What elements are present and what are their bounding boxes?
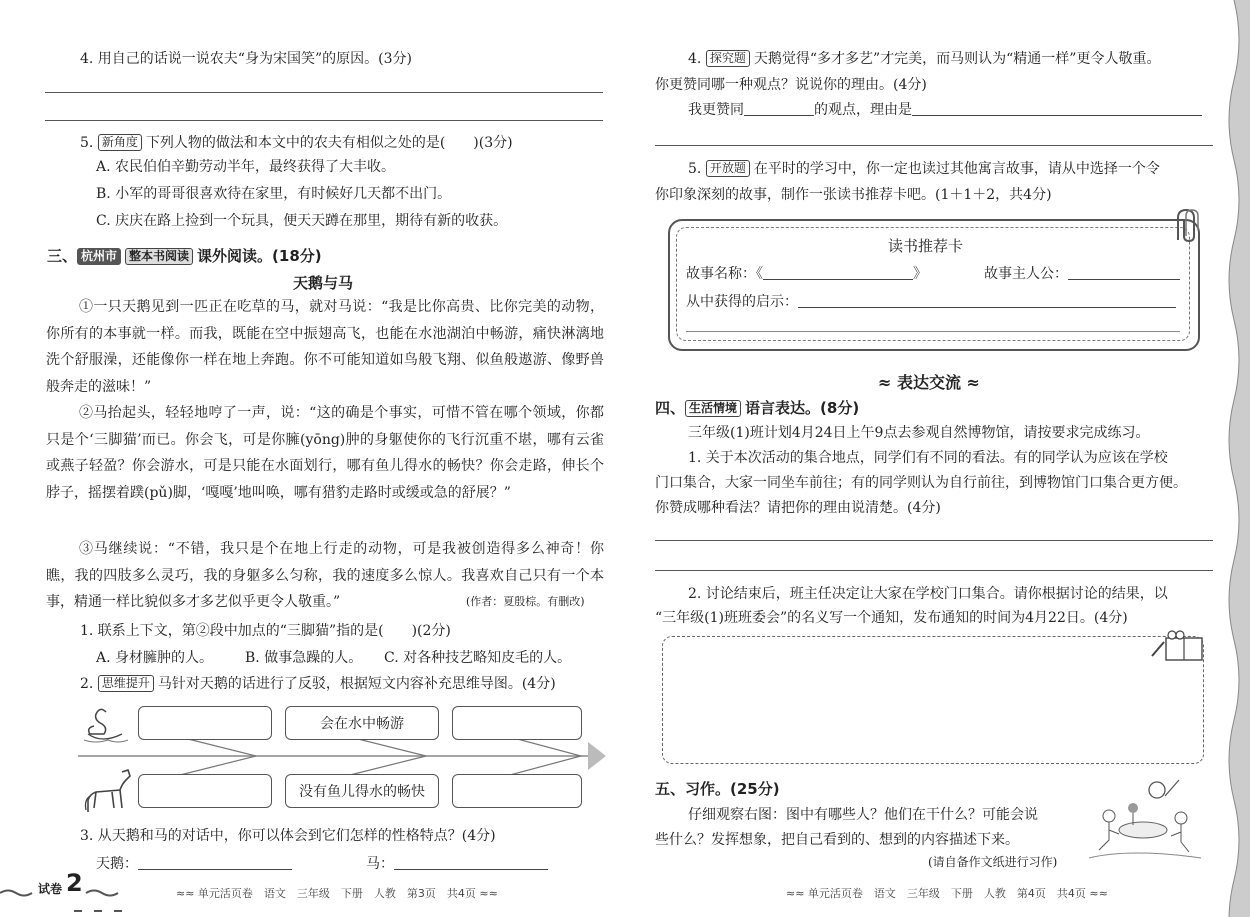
page-edge-decoration <box>1222 0 1250 917</box>
page-label: 试卷 <box>38 882 63 896</box>
s4-q2-line1: 2. 讨论结束后，班主任决定让大家在学校门口集合。请你根据讨论的结果，以 <box>688 586 1168 602</box>
s4-q2-line2: “三年级(1)班班委会”的名义写一个通知，发布通知的时间为4月22日。(4分) <box>655 610 1128 626</box>
tag-open: 开放题 <box>706 160 750 177</box>
tag-life: 生活情境 <box>685 400 741 417</box>
banner-expression: ≈ 表达交流 ≈ <box>878 373 980 392</box>
reading-question-2: 2. 思维提升 马针对天鹅的话进行了反驳，根据短文内容补充思维导图。(4分) <box>80 676 556 692</box>
card-story-name: 故事名称：《 》 <box>686 266 927 282</box>
story-name-blank[interactable] <box>763 265 913 280</box>
mindmap-box-top-mid: 会在水中畅游 <box>285 706 439 740</box>
swan-answer: 天鹅： <box>96 853 292 873</box>
question-4-answer: 我更赞同 的观点，理由是 <box>688 99 1202 119</box>
question-5-right: 5. 开放题 在平时的学习中，你一定也读过其他寓言故事，请从中选择一个令 <box>688 161 1160 177</box>
card-title: 读书推荐卡 <box>888 237 964 255</box>
notice-writing-area[interactable] <box>662 636 1204 764</box>
option-c: C. 庆庆在路上捡到一个玩具，便天天蹲在那里，期待有新的收获。 <box>96 213 508 229</box>
paragraph-3: ③马继续说：“不错，我只是个在地上行走的动物，可是我被创造得多么神奇！你瞧，我的四肢多么灵巧，我的身躯多么匀称，我的速度多么惊人。我喜欢自己只有一个本事，精通一样比貌似多才多艺似乎更令人敬重。” <box>46 541 604 610</box>
answer-line[interactable] <box>655 570 1213 571</box>
swan-answer-blank[interactable] <box>138 855 292 870</box>
card-lesson: 从中获得的启示： <box>686 291 1176 311</box>
option-b: B. 小军的哥哥很喜欢待在家里，有时候好几天都不出门。 <box>96 186 452 202</box>
paragraph-2: ②马抬起头，轻轻地哼了一声，说：“这的确是个事实，可惜不管在哪个领域，你都只是个‘三脚猫’而已。你会飞，可是你臃(yōng)肿的身躯使你的飞行沉重不堪，哪有云雀或燕子轻盈？你会游水，可是只能在水面划行，哪有鱼儿得水的畅快？你会走路，伸长个脖子，摇摆着蹼(pǔ)脚，‘嘎嘎’地叫唤，哪有猎豹走路时或缓或急的舒展？” <box>46 405 604 501</box>
s5-note: (请自备作文纸进行习作) <box>928 855 1058 869</box>
answer-line[interactable] <box>45 92 603 93</box>
tag-thinking: 思维提升 <box>98 675 154 692</box>
viewpoint-blank[interactable] <box>744 101 814 116</box>
s4-q1-line2: 门口集合，大家一同坐车前往；有的同学则认为自行前往，到博物馆门口集合更方便。 <box>655 475 1187 491</box>
section-4-intro: 三年级(1)班计划4月24日上午9点去参观自然博物馆，请按要求完成练习。 <box>688 425 1150 441</box>
tag-explore: 探究题 <box>706 50 750 67</box>
option-a: A. 农民伯伯辛勤劳动半年，最终获得了大丰收。 <box>96 159 396 175</box>
lesson-blank[interactable] <box>798 293 1176 308</box>
story-title: 天鹅与马 <box>293 274 354 292</box>
recommendation-card <box>668 219 1200 351</box>
tag-whole-book: 整本书阅读 <box>125 248 193 265</box>
page-number: 2 <box>66 869 83 897</box>
s5-text-line2: 些什么？发挥想象，把自己看到的、想到的内容描述下来。 <box>655 832 1019 848</box>
section-3-heading: 三、 杭州市 整本书阅读 课外阅读。(18分) <box>47 247 322 265</box>
mindmap-box-bottom-mid: 没有鱼儿得水的畅快 <box>285 774 439 808</box>
book-pencil-icon <box>1150 628 1208 664</box>
card-protagonist: 故事主人公： <box>984 263 1180 283</box>
tag-new-angle: 新角度 <box>98 134 142 151</box>
rq1-option-a: A. 身材臃肿的人。 <box>96 650 214 666</box>
s4-q1-line3: 你赞成哪种看法？请把你的理由说清楚。(4分) <box>655 500 941 516</box>
reading-question-1: 1. 联系上下文，第②段中加点的“三脚猫”指的是( )(2分) <box>80 623 451 639</box>
s4-q1-line1: 1. 关于本次活动的集合地点，同学们有不同的看法。有的同学认为应该在学校 <box>688 450 1168 466</box>
rq1-option-b: B. 做事急躁的人。 <box>245 650 363 666</box>
paragraph-1: ①一只天鹅见到一匹正在吃草的马，就对马说：“我是比你高贵、比你完美的动物，你所有的本事就一样。而我，既能在空中振翅高飞，也能在水池湖泊中畅游，痛快淋漓地洗个舒服澡，还能像你一样在地上奔跑。你不可能知道如鸟般飞翔、似鱼般遨游、像野兽般奔走的滋味！” <box>46 299 604 395</box>
question-4-right: 4. 探究题 天鹅觉得“多才多艺”才完美，而马则认为“精通一样”更令人敬重。 <box>688 51 1161 67</box>
answer-line[interactable] <box>45 120 603 121</box>
question-5-line2: 你印象深刻的故事，制作一张读书推荐卡吧。(1＋1＋2，共4分) <box>655 187 1052 203</box>
question-4-line2: 你更赞同哪一种观点？说说你的理由。(4分) <box>655 77 927 93</box>
paperclip-icon <box>1168 206 1202 246</box>
s5-text-line1: 仔细观察右图：图中有哪些人？他们在干什么？可能会说 <box>688 807 1038 823</box>
section-4-heading: 四、 生活情境 语言表达。(8分) <box>655 399 860 417</box>
picnic-family-illustration <box>1085 770 1205 862</box>
mindmap-blank-bottom-right[interactable] <box>452 774 582 808</box>
section-5-heading: 五、习作。(25分) <box>655 780 780 798</box>
mindmap-blank-top-right[interactable] <box>452 706 582 740</box>
page-wave-decoration <box>0 885 130 915</box>
footer-right: ≈≈ 单元活页卷 语文 三年级 下册 人教 第4页 共4页 ≈≈ <box>786 887 1108 900</box>
protagonist-blank[interactable] <box>1068 265 1180 280</box>
reason-blank[interactable] <box>912 101 1202 116</box>
horse-answer: 马： <box>366 853 548 873</box>
author-note: (作者：夏殷棕。有删改) <box>466 595 585 608</box>
horse-icon <box>86 770 131 812</box>
reading-question-3: 3. 从天鹅和马的对话中，你可以体会到它们怎样的性格特点？(4分) <box>80 828 496 844</box>
answer-line[interactable] <box>655 145 1213 146</box>
question-4: 4. 用自己的话说一说农夫“身为宋国笑”的原因。(3分) <box>80 51 412 67</box>
tag-city: 杭州市 <box>77 248 121 265</box>
horse-answer-blank[interactable] <box>394 855 548 870</box>
mindmap-blank-bottom-left[interactable] <box>138 774 272 808</box>
swan-icon <box>84 709 128 742</box>
footer-left: ≈≈ 单元活页卷 语文 三年级 下册 人教 第3页 共4页 ≈≈ <box>176 887 498 900</box>
rq1-option-c: C. 对各种技艺略知皮毛的人。 <box>384 650 572 666</box>
lesson-line[interactable] <box>686 331 1180 332</box>
answer-line[interactable] <box>655 540 1213 541</box>
mindmap-blank-top-left[interactable] <box>138 706 272 740</box>
question-5: 5. 新角度 下列人物的做法和本文中的农夫有相似之处的是( )(3分) <box>80 135 513 151</box>
